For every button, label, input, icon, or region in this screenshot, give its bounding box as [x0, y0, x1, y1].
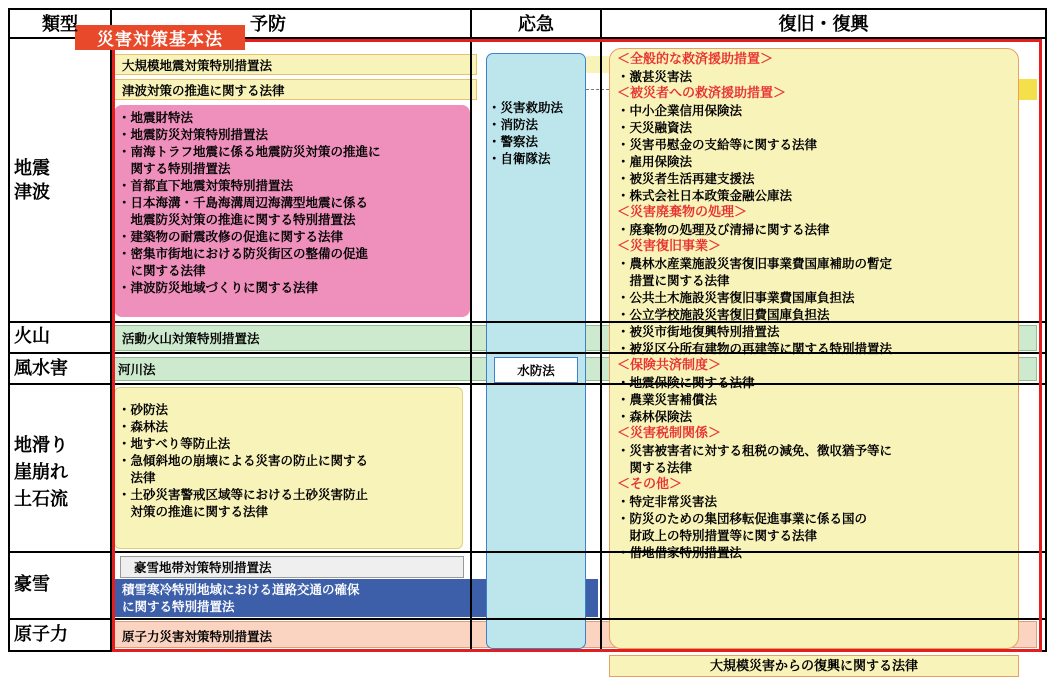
recovery-section-heading: ＜災害復旧事業＞	[617, 239, 722, 254]
basic-law-label: 災害対策基本法	[75, 25, 245, 50]
list-item: ・急傾斜地の崩壊による災害の防止に関する	[118, 453, 369, 468]
list-item: ・森林保険法	[617, 409, 693, 424]
recovery-section-heading: ＜その他＞	[617, 477, 683, 492]
list-item: ・建築物の耐震改修の促進に関する法律	[118, 229, 344, 244]
list-item: ・砂防法	[118, 402, 169, 417]
list-item: ・災害被害者に対する租税の減免、徴収猶予等に	[617, 443, 893, 458]
earthquake-law-list	[118, 109, 381, 296]
list-item: ・地すべり等防止法	[118, 436, 231, 451]
list-item: ・森林法	[118, 419, 169, 434]
landslide-law-list	[118, 401, 368, 520]
list-item: ・農業災害補償法	[617, 392, 718, 407]
recovery-section-heading: ＜災害廃棄物の処理＞	[617, 205, 748, 220]
list-item: ・土砂災害警戒区域等における土砂災害防止	[118, 487, 369, 502]
list-item: ・激甚災害法	[617, 69, 693, 84]
list-item: ・公共土木施設災害復旧事業費国庫負担法	[617, 290, 855, 305]
list-item: ・株式会社日本政策金融公庫法	[617, 188, 793, 203]
list-item: ・密集市街地における防災街区の整備の促進	[118, 246, 369, 261]
list-item: ・地震財特法	[118, 110, 194, 125]
list-item: ・災害弔慰金の支給等に関する法律	[617, 137, 818, 152]
list-item: ・警察法	[488, 134, 539, 149]
recovery-law-list	[617, 51, 892, 561]
header-prevention: 予防	[250, 14, 286, 35]
list-item: ・雇用保険法	[617, 154, 693, 169]
list-item: に関する法律	[118, 263, 206, 278]
list-item: 措置に関する法律	[617, 273, 730, 288]
list-item: ・自衛隊法	[488, 151, 551, 166]
recovery-section-heading: ＜保険共済制度＞	[617, 358, 722, 373]
list-item: ・津波防災地域づくりに関する法律	[118, 280, 319, 295]
recovery-section-heading: ＜災害税制関係＞	[617, 426, 722, 441]
list-item: ・地震防災対策特別措置法	[118, 127, 269, 142]
category-flood: 風水害	[14, 358, 68, 379]
list-item: ・特定非常災害法	[617, 494, 718, 509]
recovery-section-heading: ＜全般的な救済援助措置＞	[617, 52, 774, 67]
recovery-section-heading: ＜被災者への救済援助措置＞	[617, 86, 787, 101]
category-landslide: 地滑り 崖崩れ 土石流	[14, 435, 68, 510]
list-item: 対策の推進に関する法律	[118, 504, 269, 519]
law-large-earthquake: 大規模地震対策特別措置法	[122, 58, 273, 73]
category-earthquake: 地震 津波	[14, 158, 50, 203]
list-item: 地震防災対策の推進に関する特別措置法	[118, 212, 356, 227]
list-item: ・中小企業信用保険法	[617, 103, 743, 118]
header-type: 類型	[42, 14, 78, 35]
grid-left	[8, 8, 10, 652]
list-item: 関する特別措置法	[118, 161, 231, 176]
list-item: ・被災区分所有建物の再建等に関する特別措置法	[617, 341, 893, 356]
list-item: ・消防法	[488, 117, 539, 132]
list-item: ・廃棄物の処理及び清掃に関する法律	[617, 222, 830, 237]
law-large-scale-recovery: 大規模災害からの復興に関する法律	[609, 655, 1019, 677]
grid-right	[1045, 8, 1047, 652]
law-snow-2: 積雪寒冷特別地域における道路交通の確保 に関する特別措置法	[122, 582, 360, 614]
list-item: ・公立学校施設災害復旧費国庫負担法	[617, 307, 830, 322]
list-item: ・地震保険に関する法律	[617, 375, 755, 390]
category-nuclear: 原子力	[14, 624, 68, 645]
law-nuclear: 原子力災害対策特別措置法	[122, 629, 273, 644]
law-volcano: 活動火山対策特別措置法	[122, 331, 260, 346]
list-item: ・天災融資法	[617, 120, 693, 135]
list-item: ・災害救助法	[488, 100, 564, 115]
header-recovery: 復旧・復興	[778, 14, 869, 35]
category-snow: 豪雪	[14, 574, 50, 595]
law-snow-1: 豪雪地帯対策特別措置法	[134, 560, 272, 575]
category-volcano: 火山	[14, 326, 50, 347]
law-tsunami: 津波対策の推進に関する法律	[122, 83, 285, 98]
law-flood-fighting: 水防法	[494, 357, 578, 383]
list-item: ・首都直下地震対策特別措置法	[118, 178, 294, 193]
list-item: 法律	[118, 470, 156, 485]
list-item: ・防災のための集団移転促進事業に係る国の	[617, 511, 868, 526]
list-item: ・被災者生活再建支援法	[617, 171, 755, 186]
emergency-law-list	[488, 99, 563, 167]
list-item: ・被災市街地復興特別措置法	[617, 324, 780, 339]
list-item: ・南海トラフ地震に係る地震防災対策の推進に	[118, 144, 381, 159]
list-item: ・借地借家特別措置法	[617, 545, 743, 560]
list-item: ・日本海溝・千島海溝周辺海溝型地震に係る	[118, 195, 369, 210]
list-item: 関する法律	[617, 460, 693, 475]
list-item: ・農林水産業施設災害復旧事業費国庫補助の暫定	[617, 256, 893, 271]
law-river: 河川法	[118, 362, 156, 377]
header-emergency: 応急	[518, 14, 554, 35]
list-item: 財政上の特別措置等に関する法律	[617, 528, 818, 543]
